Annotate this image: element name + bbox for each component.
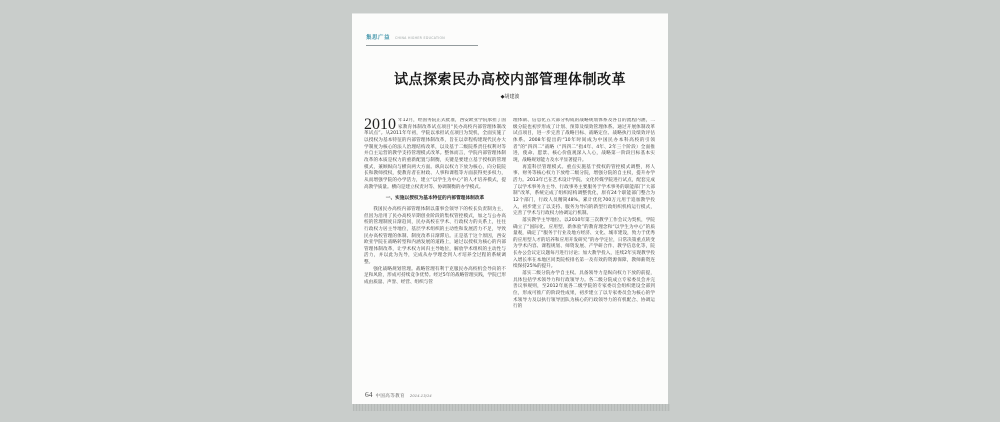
column-label: 集思广益 bbox=[366, 35, 391, 41]
paragraph-text: 年12月，经国务院正式批准，西安欧亚学院承担了国家教育体制改革试点项目“民办高校内部管理体制改革试点”。从2011年年初，学院以承担试点项目为契机，全面实施了以授权为基本特征的内部管理体制改革，旨在以章程构建现代民办大学制度为核心的法人治理结构改革，以及基于二级院系责任权利对等并自主运营的教学支持管理模式改革。整体而言，学院内部管理体制改革的本质是权力的重新配置与制衡，关键是要建立基于授权的管理模式，兼顾纵向与横向两大方面。纵向以权力下放为核心，向分院院长和教师授权，使教育者在财政、人事和课程等方面获得更多权力，从而增强学院的办学活力，建立“以学生为中心”的人才培养模式，提高教学质量。横向是建立权责对等、协调制衡的办学模式。 bbox=[364, 118, 506, 190]
left-column bbox=[364, 118, 506, 386]
page-bottom-shadow bbox=[353, 404, 670, 411]
article-author: ◆胡建波 bbox=[500, 94, 520, 100]
article-title: 试点探索民办高校内部管理体制改革 bbox=[394, 72, 626, 88]
paragraph: 我国民办高校内部管理体制以董事会领导下的校长负责制为主，但因为沿用了民办高校早期创业阶段的集权管控模式，加之与公办高校的管理制度日渐趋同，民办高校在学术、行政权力的关系上，往往行政权力居主导地位，基层学术组织的主动性和发展活力不足，导致民办高校管理的体制、制度改革日渐滞后。正是基于这个原因，西安欧亚学院在战略转型和内涵发展的道路上，通过以授权为核心的内部管理体制改革，让学术权力回归主导地位，解放学术组织的主动性与活力，并以此为先导，完成从办学理念到人才培养全过程的系统调整。 bbox=[364, 206, 506, 266]
dropcap-year: 2010 bbox=[364, 118, 396, 133]
paragraph: 落实二级分院办学自主权。具备领导力是纵向权力下放的前提，具体包括学术领导力和行政领导力。各二级分院成立专家委员会并完善议事规则，至2012年底各二级学院的专家委员会组织建设全部到位，形成可推广的阶段性成果，初步建立了以专家委员会为核心的学术领导力及以执行领导团队为核心的行政领导力的有机配合、协调运行的 bbox=[513, 271, 655, 310]
document-page bbox=[352, 13, 668, 404]
journal-name-en: CHINA HIGHER EDUCATION bbox=[395, 36, 445, 40]
page-header bbox=[366, 24, 478, 46]
paragraph: 强化战略规划管理。战略管理有利于克服民办高校机会导向的不足和风险，形成可持续竞争优势。经过5年的战略管理实践，学院已形成由质量、声誉、经营、组织与管 bbox=[364, 266, 506, 286]
journal-name: 中国高等教育 bbox=[375, 394, 405, 399]
paragraph-continuation: 理体制、信息化五大部分构成的战略规划体系及各自的流程内涵，二级分院也初步形成了计划、预算及绩效管理体系。通过开展体制改革试点项目，进一步完善了战略目标、战略定位、战略执行及绩效评估体系。2008年提出的“10年时间成为中国民办本科高校的引领者”的“四四二”战略（“四四二”指4年、4年、2年三个阶段）全面推进，使命、愿景、核心价值观深入人心，战略第一阶段目标基本实现，战略规划能力及水平显著提升。 bbox=[513, 118, 655, 163]
paragraph-intro bbox=[364, 118, 506, 191]
right-column bbox=[513, 118, 655, 386]
paragraph: 落实教学主导地位。以2010年第三次教学工作会议为契机，学院确立了“国际化、应用型、新体验”的教育理念和“以学生为中心”的质量观，确定了“服务于行业及地方经济、文化、城市建设，致力于优秀的应用型人才的培养和应用开发研究”的办学定位，日常决策重点转变为学术内容、课程规划、师资发展、产学研合作、教学信息化等，院长办公会议定议题每月进行讨论；加大教学投入，连续2年实现教学投入增长率在本地区同类院校排名第一及有效的资源保障，教师薪资连续保持25%的提升。 bbox=[513, 217, 655, 270]
article-body bbox=[364, 118, 655, 386]
paragraph: 再造科层管理模式。重点实施基于授权的管控模式调整，将人事、财务等核心权力下放给二级分院，增强分院的自主权，提升办学活力。2013年已在艺术设计学院、文化传媒学院进行试点，配套完成了以学术事务为主导、行政事务主要服务于学术事务的职能部门“大部制”改革，系统完成了组织结构调整优化，原有24个职能部门整合为12个部门，行政人员精简48%，累计优化700万元用于追加教学投入，初步建立了以支持、服务为导向的新型行政组织机构运行模式，完善了学术与行政权力协调运行机制。 bbox=[513, 164, 655, 217]
section-heading-1: 一、实施以授权为基本特征的内部管理体制改革 bbox=[385, 196, 485, 202]
issue-number: 2014.13/14 bbox=[409, 393, 432, 398]
page-footer bbox=[365, 390, 432, 399]
page-number: 64 bbox=[365, 390, 373, 399]
